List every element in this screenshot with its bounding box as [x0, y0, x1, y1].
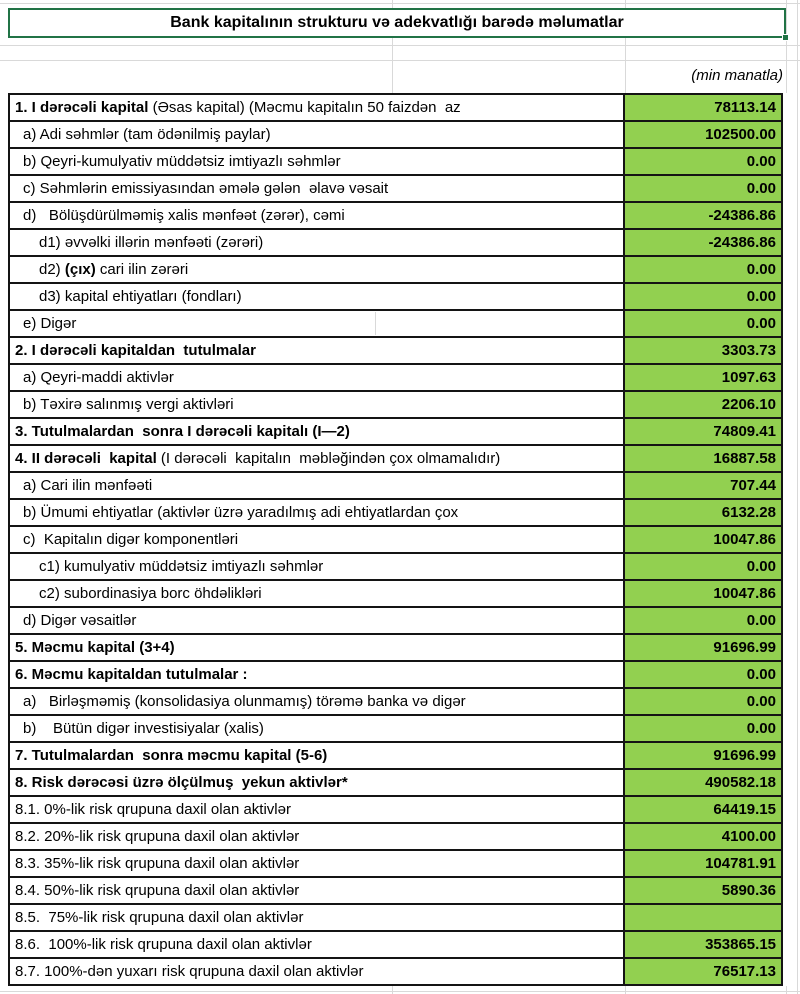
table-row	[10, 149, 781, 176]
row-label-segment: a) Adi səhmlər (tam ödənilmiş paylar)	[23, 126, 271, 143]
row-label-segment: b) Ümumi ehtiyatlar (aktivlər üzrə yaradılmış adi ehtiyatlardan çox	[23, 504, 459, 521]
row-label[interactable]	[10, 338, 625, 363]
row-label-segment: d2)	[39, 261, 65, 278]
row-label[interactable]	[10, 797, 625, 822]
row-label-segment: b) Təxirə salınmış vergi aktivləri	[23, 396, 234, 413]
row-label-segment: (çıx)	[64, 261, 96, 278]
table-row	[10, 365, 781, 392]
row-label-segment: b) Bütün digər investisiyalar (xalis)	[23, 720, 264, 737]
row-label-segment: 8.6. 100%-lik risk qrupuna daxil olan aktivlər	[15, 936, 312, 953]
table-row	[10, 527, 781, 554]
table-row	[10, 338, 781, 365]
table-row	[10, 176, 781, 203]
row-label[interactable]	[10, 122, 625, 147]
row-value[interactable]: 6132.28	[625, 500, 781, 525]
row-value[interactable]: 353865.15	[625, 932, 781, 957]
row-value[interactable]: 74809.41	[625, 419, 781, 444]
row-value[interactable]: 0.00	[625, 311, 781, 336]
row-label-segment: 1. I dərəcəli kapital	[15, 99, 153, 116]
row-label[interactable]	[10, 878, 625, 903]
row-label-segment: 8.5. 75%-lik risk qrupuna daxil olan aktivlər	[15, 909, 304, 926]
gridline	[0, 45, 800, 46]
row-label-segment: 8.2. 20%-lik risk qrupuna daxil olan aktivlər	[15, 828, 300, 845]
row-value[interactable]: 64419.15	[625, 797, 781, 822]
table-row	[10, 500, 781, 527]
gridline	[625, 986, 626, 994]
table-row	[10, 662, 781, 689]
row-label-segment: 8.3. 35%-lik risk qrupuna daxil olan aktivlər	[15, 855, 300, 872]
row-label[interactable]	[10, 824, 625, 849]
row-label-segment: a) Birləşməmiş (konsolidasiya olunmamış) törəmə banka və digər	[23, 693, 466, 710]
table-row	[10, 932, 781, 959]
table-row	[10, 257, 781, 284]
gridline	[392, 986, 393, 994]
row-label[interactable]	[10, 635, 625, 660]
gridline	[797, 0, 798, 994]
row-label-segment: 8.1. 0%-lik risk qrupuna daxil olan aktivlər	[15, 801, 291, 818]
row-label[interactable]	[10, 446, 625, 471]
row-label[interactable]	[10, 95, 625, 120]
table-row	[10, 824, 781, 851]
row-label-segment: c) Səhmlərin emissiyasından əmələ gələn əlavə vəsait	[23, 180, 389, 197]
row-value[interactable]: 1097.63	[625, 365, 781, 390]
row-value[interactable]: 707.44	[625, 473, 781, 498]
row-value[interactable]: 4100.00	[625, 824, 781, 849]
row-label[interactable]	[10, 392, 625, 417]
table-row	[10, 392, 781, 419]
row-label[interactable]	[10, 473, 625, 498]
row-label[interactable]	[10, 716, 625, 741]
table-row	[10, 554, 781, 581]
row-label[interactable]	[10, 365, 625, 390]
row-value[interactable]	[625, 905, 781, 930]
sheet-title: Bank kapitalının strukturu və adekvatlığı barədə məlumatlar	[170, 14, 624, 31]
table-row	[10, 581, 781, 608]
row-label[interactable]	[10, 608, 625, 633]
row-label[interactable]	[10, 581, 625, 606]
unit-note-cell[interactable]: (min manatla)	[691, 67, 783, 84]
row-label-segment: 5. Məcmu kapital (3+4)	[15, 639, 175, 656]
row-label-segment: d) Digər vəsaitlər	[23, 612, 137, 629]
row-label-segment: c1) kumulyativ müddətsiz imtiyazlı səhmlər	[39, 558, 324, 575]
table-row	[10, 230, 781, 257]
row-label-segment: 2. I dərəcəli kapitaldan tutulmalar	[15, 342, 256, 359]
sheet-title-cell[interactable]	[8, 8, 786, 38]
table-row	[10, 473, 781, 500]
table-row	[10, 284, 781, 311]
row-label-segment: cari ilin zərəri	[95, 261, 189, 278]
row-label[interactable]	[10, 419, 625, 444]
table-row	[10, 419, 781, 446]
row-label-segment: 3. Tutulmalardan sonra I dərəcəli kapitalı (I—2)	[15, 423, 350, 440]
row-value[interactable]: 104781.91	[625, 851, 781, 876]
row-value[interactable]: 76517.13	[625, 959, 781, 984]
row-value[interactable]: 0.00	[625, 176, 781, 201]
row-value[interactable]: 0.00	[625, 284, 781, 309]
gridline	[0, 991, 800, 992]
row-label[interactable]	[10, 257, 625, 282]
row-label-segment: e) Digər	[23, 315, 77, 332]
row-value[interactable]: 78113.14	[625, 95, 781, 120]
row-value[interactable]: 10047.86	[625, 581, 781, 606]
row-label[interactable]	[10, 662, 625, 687]
table-row	[10, 689, 781, 716]
table-row	[10, 122, 781, 149]
row-value[interactable]: 16887.58	[625, 446, 781, 471]
table-row	[10, 203, 781, 230]
row-label-segment: d) Bölüşdürülməmiş xalis mənfəət (zərər), cəmi	[23, 207, 345, 224]
row-label-segment: 8. Risk dərəcəsi üzrə ölçülmuş yekun aktivlər*	[15, 774, 348, 791]
row-label[interactable]	[10, 554, 625, 579]
row-label-segment: d1) əvvəlki illərin mənfəəti (zərəri)	[39, 234, 264, 251]
row-label[interactable]	[10, 149, 625, 174]
table-row	[10, 797, 781, 824]
table-row	[10, 635, 781, 662]
row-value[interactable]: 91696.99	[625, 743, 781, 768]
table-row	[10, 608, 781, 635]
row-label[interactable]	[10, 311, 625, 336]
gridline	[0, 3, 800, 4]
row-value[interactable]: 0.00	[625, 554, 781, 579]
row-value[interactable]: -24386.86	[625, 230, 781, 255]
row-label-segment: a) Qeyri-maddi aktivlər	[23, 369, 174, 386]
row-value[interactable]: 490582.18	[625, 770, 781, 795]
row-value[interactable]: 3303.73	[625, 338, 781, 363]
row-label[interactable]	[10, 851, 625, 876]
row-label[interactable]	[10, 905, 625, 930]
row-value[interactable]: 0.00	[625, 608, 781, 633]
row-label[interactable]	[10, 743, 625, 768]
row-value[interactable]: 0.00	[625, 716, 781, 741]
row-value[interactable]: 102500.00	[625, 122, 781, 147]
table-row	[10, 878, 781, 905]
gridline	[786, 986, 787, 994]
table-row	[10, 851, 781, 878]
row-label[interactable]	[10, 527, 625, 552]
row-label-segment: a) Cari ilin mənfəəti	[23, 477, 153, 494]
row-value[interactable]: 5890.36	[625, 878, 781, 903]
row-label-segment: c2) subordinasiya borc öhdəlikləri	[39, 585, 262, 602]
row-label-segment: c) Kapitalın digər komponentləri	[23, 531, 239, 548]
row-value[interactable]: 0.00	[625, 662, 781, 687]
capital-table	[8, 93, 783, 986]
row-label-segment: (I dərəcəli kapitalın məbləğindən çox olmamalıdır)	[160, 450, 501, 467]
row-label[interactable]	[10, 230, 625, 255]
row-label-segment: 8.4. 50%-lik risk qrupuna daxil olan aktivlər	[15, 882, 300, 899]
row-label[interactable]	[10, 203, 625, 228]
row-label-segment: b) Qeyri-kumulyativ müddətsiz imtiyazlı səhmlər	[23, 153, 341, 170]
row-label-segment: (Əsas kapital) (Məcmu kapitalın 50 faizdən az	[152, 99, 461, 116]
row-value[interactable]: 0.00	[625, 257, 781, 282]
row-label-segment: 4. II dərəcəli kapital	[15, 450, 161, 467]
row-label[interactable]	[10, 176, 625, 201]
row-label[interactable]	[10, 932, 625, 957]
table-row	[10, 770, 781, 797]
table-row	[10, 743, 781, 770]
table-row	[10, 716, 781, 743]
row-label-segment: d3) kapital ehtiyatları (fondları)	[39, 288, 242, 305]
row-label[interactable]	[10, 500, 625, 525]
row-label[interactable]	[10, 959, 625, 984]
table-row	[10, 311, 781, 338]
table-row	[10, 959, 781, 986]
row-label-segment: 7. Tutulmalardan sonra məcmu kapital (5-6)	[15, 747, 328, 764]
row-label[interactable]	[10, 689, 625, 714]
table-row	[10, 95, 781, 122]
row-value[interactable]: 10047.86	[625, 527, 781, 552]
gridline	[786, 0, 787, 93]
row-value[interactable]: 91696.99	[625, 635, 781, 660]
row-value[interactable]: 2206.10	[625, 392, 781, 417]
row-value[interactable]: 0.00	[625, 689, 781, 714]
table-row	[10, 446, 781, 473]
row-value[interactable]: 0.00	[625, 149, 781, 174]
row-label[interactable]	[10, 284, 625, 309]
row-label-segment: 6. Məcmu kapitaldan tutulmalar :	[15, 666, 248, 683]
row-label-segment: 8.7. 100%-dən yuxarı risk qrupuna daxil olan aktivlər	[15, 963, 364, 980]
selection-fill-handle[interactable]	[782, 34, 789, 41]
table-row	[10, 905, 781, 932]
row-label[interactable]	[10, 770, 625, 795]
row-value[interactable]: -24386.86	[625, 203, 781, 228]
